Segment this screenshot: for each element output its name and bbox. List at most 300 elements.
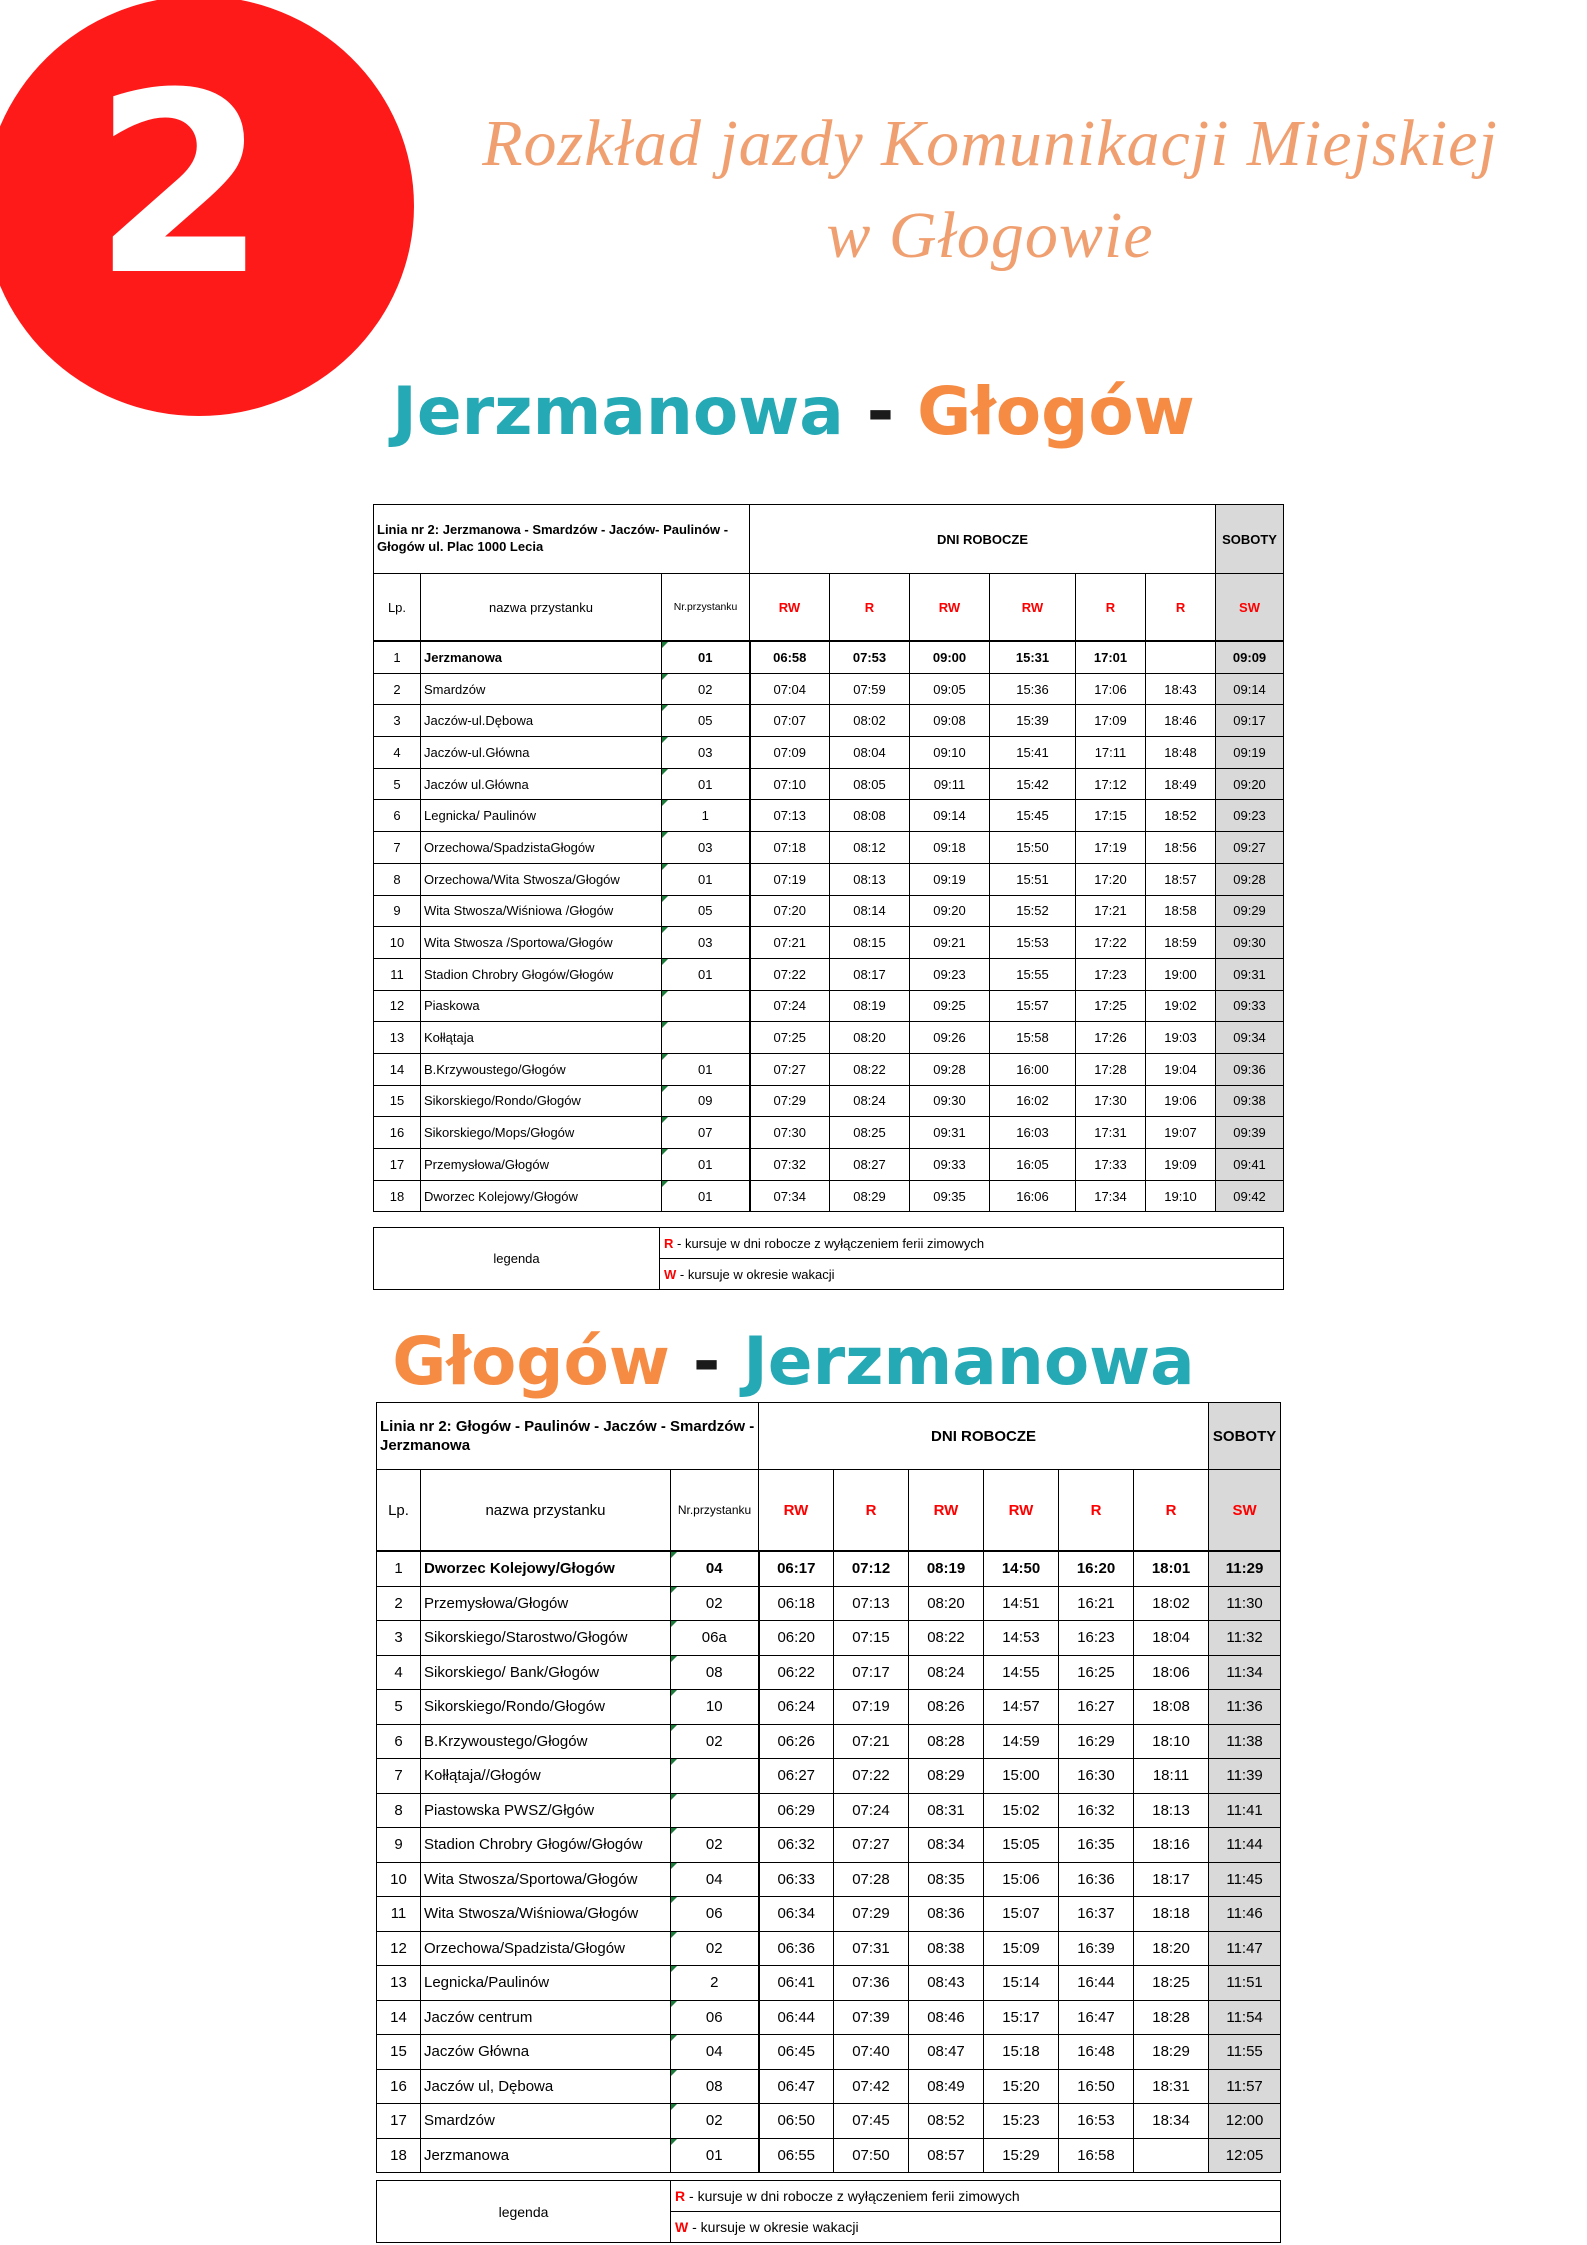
row-time: 14:50 [984, 1551, 1059, 1586]
row-stop-number: 01 [662, 863, 750, 895]
course-code: RW [910, 574, 990, 642]
row-time: 14:59 [984, 1724, 1059, 1759]
row-time: 07:19 [834, 1690, 909, 1725]
row-time: 08:05 [830, 768, 910, 800]
row-time: 08:28 [909, 1724, 984, 1759]
row-time: 09:31 [910, 1117, 990, 1149]
row-stop-number: 02 [671, 1586, 759, 1621]
row-time: 17:20 [1076, 863, 1146, 895]
row-time: 07:13 [750, 800, 830, 832]
row-time: 08:57 [909, 2138, 984, 2173]
row-time: 19:02 [1146, 990, 1216, 1022]
legend-r-key: R [675, 2188, 686, 2204]
row-lp: 11 [374, 958, 421, 990]
row-time: 11:55 [1209, 2035, 1281, 2070]
row-time: 08:43 [909, 1966, 984, 2001]
row-time: 07:18 [750, 832, 830, 864]
course-code: R [1076, 574, 1146, 642]
col-lp-header: Lp. [374, 574, 421, 642]
row-stop-name: Dworzec Kolejowy/Głogów [421, 1551, 671, 1586]
page-title [420, 98, 1560, 282]
row-lp: 15 [377, 2035, 421, 2070]
row-time: 07:24 [750, 990, 830, 1022]
row-time: 07:07 [750, 705, 830, 737]
course-code: R [834, 1470, 909, 1552]
row-time: 16:02 [990, 1085, 1076, 1117]
row-time: 07:21 [750, 927, 830, 959]
row-time: 17:25 [1076, 990, 1146, 1022]
row-stop-name: Jaczów-ul.Dębowa [421, 705, 662, 737]
row-stop-name: Legnicka/Paulinów [421, 1966, 671, 2001]
row-time: 07:50 [834, 2138, 909, 2173]
row-time: 07:31 [834, 1931, 909, 1966]
row-time: 07:36 [834, 1966, 909, 2001]
row-time: 08:27 [830, 1149, 910, 1181]
col-name-header: nazwa przystanku [421, 574, 662, 642]
timetable-jerzmanowa-glogow [373, 504, 1284, 1212]
row-time: 08:20 [830, 1022, 910, 1054]
row-time: 17:33 [1076, 1149, 1146, 1181]
row-time: 11:51 [1209, 1966, 1281, 2001]
row-time: 09:19 [910, 863, 990, 895]
row-stop-number: 01 [662, 1053, 750, 1085]
row-time: 16:23 [1059, 1621, 1134, 1656]
table-row [377, 2069, 1281, 2104]
row-lp: 5 [374, 768, 421, 800]
row-stop-name: Przemysłowa/Głogów [421, 1586, 671, 1621]
course-code: SW [1216, 574, 1284, 642]
row-time: 07:29 [834, 1897, 909, 1932]
row-time: 16:25 [1059, 1655, 1134, 1690]
row-time: 06:36 [759, 1931, 834, 1966]
line-number: 2 [93, 39, 267, 330]
row-time: 08:24 [830, 1085, 910, 1117]
row-time: 08:15 [830, 927, 910, 959]
row-lp: 14 [377, 2000, 421, 2035]
row-time: 06:20 [759, 1621, 834, 1656]
row-time: 18:28 [1134, 2000, 1209, 2035]
table-row [377, 1828, 1281, 1863]
row-time: 11:57 [1209, 2069, 1281, 2104]
row-time: 17:22 [1076, 927, 1146, 959]
row-time: 15:14 [984, 1966, 1059, 2001]
row-time: 11:38 [1209, 1724, 1281, 1759]
row-time: 07:45 [834, 2104, 909, 2139]
table-row [377, 1793, 1281, 1828]
row-time: 18:17 [1134, 1862, 1209, 1897]
row-time: 18:31 [1134, 2069, 1209, 2104]
row-stop-name: Smardzów [421, 673, 662, 705]
row-stop-name: Jaczów ul.Główna [421, 768, 662, 800]
row-time: 15:51 [990, 863, 1076, 895]
row-time: 06:22 [759, 1655, 834, 1690]
row-time: 14:57 [984, 1690, 1059, 1725]
row-time: 18:52 [1146, 800, 1216, 832]
table-row [377, 1655, 1281, 1690]
route-title-jerzmanowa-glogow [0, 372, 1587, 452]
row-time: 19:03 [1146, 1022, 1216, 1054]
row-time: 08:47 [909, 2035, 984, 2070]
row-time: 08:13 [830, 863, 910, 895]
table-row [374, 832, 1284, 864]
saturdays-header: SOBOTY [1216, 505, 1284, 574]
row-time: 08:49 [909, 2069, 984, 2104]
row-time: 07:04 [750, 673, 830, 705]
row-time: 07:12 [834, 1551, 909, 1586]
row-time: 09:05 [910, 673, 990, 705]
row-time: 07:34 [750, 1180, 830, 1212]
row-time: 18:01 [1134, 1551, 1209, 1586]
row-time: 16:48 [1059, 2035, 1134, 2070]
row-time: 09:36 [1216, 1053, 1284, 1085]
row-time: 09:18 [910, 832, 990, 864]
row-time: 17:34 [1076, 1180, 1146, 1212]
row-time: 07:25 [750, 1022, 830, 1054]
row-time: 11:36 [1209, 1690, 1281, 1725]
row-time: 18:10 [1134, 1724, 1209, 1759]
row-time: 12:00 [1209, 2104, 1281, 2139]
row-time: 08:46 [909, 2000, 984, 2035]
table-row [374, 768, 1284, 800]
row-time: 17:31 [1076, 1117, 1146, 1149]
row-time: 08:52 [909, 2104, 984, 2139]
row-time: 15:45 [990, 800, 1076, 832]
row-stop-number: 07 [662, 1117, 750, 1149]
row-stop-name: Orzechowa/SpadzistaGłogów [421, 832, 662, 864]
row-time: 15:50 [990, 832, 1076, 864]
row-stop-name: Sikorskiego/ Bank/Głogów [421, 1655, 671, 1690]
row-time: 08:31 [909, 1793, 984, 1828]
row-time: 19:09 [1146, 1149, 1216, 1181]
row-time: 15:58 [990, 1022, 1076, 1054]
row-lp: 13 [377, 1966, 421, 2001]
row-stop-number: 01 [662, 1149, 750, 1181]
row-stop-name: Kołłątaja [421, 1022, 662, 1054]
row-time: 08:22 [909, 1621, 984, 1656]
row-stop-number: 06 [671, 2000, 759, 2035]
row-stop-name: Przemysłowa/Głogów [421, 1149, 662, 1181]
row-time: 09:41 [1216, 1149, 1284, 1181]
row-time: 15:02 [984, 1793, 1059, 1828]
table-row [377, 1724, 1281, 1759]
row-lp: 2 [374, 673, 421, 705]
row-time: 11:29 [1209, 1551, 1281, 1586]
row-time: 18:08 [1134, 1690, 1209, 1725]
row-time: 07:22 [834, 1759, 909, 1794]
row-time: 17:23 [1076, 958, 1146, 990]
row-time: 09:33 [1216, 990, 1284, 1022]
course-code: R [1059, 1470, 1134, 1552]
table-row [374, 673, 1284, 705]
row-stop-name: Orzechowa/Wita Stwosza/Głogów [421, 863, 662, 895]
row-stop-number: 01 [662, 641, 750, 673]
row-stop-number: 05 [662, 895, 750, 927]
row-time: 06:18 [759, 1586, 834, 1621]
row-time: 09:14 [1216, 673, 1284, 705]
row-time: 18:11 [1134, 1759, 1209, 1794]
legend-label: legenda [377, 2181, 671, 2243]
row-time: 07:27 [834, 1828, 909, 1863]
row-lp: 7 [377, 1759, 421, 1794]
row-stop-number [662, 990, 750, 1022]
row-time: 08:04 [830, 737, 910, 769]
row-stop-name: Stadion Chrobry Głogów/Głogów [421, 1828, 671, 1863]
row-stop-name: Dworzec Kolejowy/Głogów [421, 1180, 662, 1212]
legend-w-text: - kursuje w okresie wakacji [676, 1266, 835, 1282]
row-lp: 5 [377, 1690, 421, 1725]
row-lp: 18 [374, 1180, 421, 1212]
row-time: 08:29 [909, 1759, 984, 1794]
row-time: 08:25 [830, 1117, 910, 1149]
row-stop-number: 08 [671, 1655, 759, 1690]
row-lp: 14 [374, 1053, 421, 1085]
row-time: 18:48 [1146, 737, 1216, 769]
row-time: 09:28 [1216, 863, 1284, 895]
table-row [374, 1053, 1284, 1085]
row-time: 06:34 [759, 1897, 834, 1932]
row-time: 18:34 [1134, 2104, 1209, 2139]
row-time: 16:21 [1059, 1586, 1134, 1621]
row-stop-name: Sikorskiego/Rondo/Głogów [421, 1085, 662, 1117]
row-lp: 8 [374, 863, 421, 895]
row-time: 15:17 [984, 2000, 1059, 2035]
row-time: 16:37 [1059, 1897, 1134, 1932]
table-row [377, 2104, 1281, 2139]
weekdays-header: DNI ROBOCZE [759, 1403, 1209, 1470]
row-time: 08:02 [830, 705, 910, 737]
row-time: 17:09 [1076, 705, 1146, 737]
table-row [374, 1117, 1284, 1149]
row-time: 11:32 [1209, 1621, 1281, 1656]
row-time: 06:33 [759, 1862, 834, 1897]
row-time: 06:47 [759, 2069, 834, 2104]
row-time: 07:15 [834, 1621, 909, 1656]
row-time: 08:22 [830, 1053, 910, 1085]
row-time: 17:15 [1076, 800, 1146, 832]
row-time: 07:30 [750, 1117, 830, 1149]
line-info: Linia nr 2: Głogów - Paulinów - Jaczów - Smardzów - Jerzmanowa [377, 1403, 759, 1470]
row-stop-number: 04 [671, 1862, 759, 1897]
row-time: 07:39 [834, 2000, 909, 2035]
row-lp: 17 [377, 2104, 421, 2139]
row-time: 15:31 [990, 641, 1076, 673]
row-time: 16:50 [1059, 2069, 1134, 2104]
row-time: 14:51 [984, 1586, 1059, 1621]
table-row [374, 927, 1284, 959]
row-stop-name: Piaskowa [421, 990, 662, 1022]
row-time: 08:14 [830, 895, 910, 927]
row-stop-number: 01 [662, 768, 750, 800]
table-row [377, 1759, 1281, 1794]
row-time: 09:39 [1216, 1117, 1284, 1149]
row-time: 09:20 [1216, 768, 1284, 800]
legend-r [671, 2181, 1281, 2212]
table-row [377, 1862, 1281, 1897]
row-time: 07:09 [750, 737, 830, 769]
row-time: 07:32 [750, 1149, 830, 1181]
line-info: Linia nr 2: Jerzmanowa - Smardzów - Jaczów- Paulinów - Głogów ul. Plac 1000 Lecia [374, 505, 750, 574]
route-separator: - [692, 1323, 721, 1400]
page-title-line-1: Rozkład jazdy Komunikacji Miejskiej [482, 107, 1498, 180]
row-time: 17:21 [1076, 895, 1146, 927]
row-stop-name: Kołłątaja//Głogów [421, 1759, 671, 1794]
table-row [374, 737, 1284, 769]
row-lp: 4 [374, 737, 421, 769]
row-time: 17:30 [1076, 1085, 1146, 1117]
row-time: 09:28 [910, 1053, 990, 1085]
row-lp: 15 [374, 1085, 421, 1117]
row-time: 18:06 [1134, 1655, 1209, 1690]
row-lp: 12 [374, 990, 421, 1022]
row-time: 06:50 [759, 2104, 834, 2139]
row-time: 16:53 [1059, 2104, 1134, 2139]
row-time: 07:13 [834, 1586, 909, 1621]
row-time: 09:42 [1216, 1180, 1284, 1212]
row-stop-name: Jerzmanowa [421, 641, 662, 673]
row-stop-name: Piastowska PWSZ/Głgów [421, 1793, 671, 1828]
row-time: 08:34 [909, 1828, 984, 1863]
table-row [374, 990, 1284, 1022]
row-time: 16:00 [990, 1053, 1076, 1085]
row-time: 18:02 [1134, 1586, 1209, 1621]
row-time: 07:10 [750, 768, 830, 800]
row-time: 09:11 [910, 768, 990, 800]
row-stop-number: 1 [662, 800, 750, 832]
row-time: 15:09 [984, 1931, 1059, 1966]
table-row [377, 1586, 1281, 1621]
row-time: 08:19 [830, 990, 910, 1022]
row-time: 15:53 [990, 927, 1076, 959]
row-time: 08:26 [909, 1690, 984, 1725]
table-row [374, 1180, 1284, 1212]
row-time: 16:47 [1059, 2000, 1134, 2035]
row-time: 11:39 [1209, 1759, 1281, 1794]
row-time: 17:28 [1076, 1053, 1146, 1085]
row-time: 09:17 [1216, 705, 1284, 737]
table-row [374, 1022, 1284, 1054]
row-stop-name: Sikorskiego/Mops/Głogów [421, 1117, 662, 1149]
route-from: Jerzmanowa [392, 373, 844, 450]
table-row [374, 1149, 1284, 1181]
row-lp: 16 [374, 1117, 421, 1149]
row-time: 16:05 [990, 1149, 1076, 1181]
row-stop-number: 08 [671, 2069, 759, 2104]
row-stop-number: 01 [662, 958, 750, 990]
row-time: 09:27 [1216, 832, 1284, 864]
row-time: 09:31 [1216, 958, 1284, 990]
row-time: 16:20 [1059, 1551, 1134, 1586]
row-time: 11:45 [1209, 1862, 1281, 1897]
row-lp: 6 [377, 1724, 421, 1759]
row-stop-name: Legnicka/ Paulinów [421, 800, 662, 832]
row-stop-number: 01 [662, 1180, 750, 1212]
legend-r-text: - kursuje w dni robocze z wyłączeniem ferii zimowych [673, 1235, 985, 1251]
row-lp: 9 [377, 1828, 421, 1863]
table-row [377, 1897, 1281, 1932]
row-stop-name: Wita Stwosza /Sportowa/Głogów [421, 927, 662, 959]
row-stop-number: 10 [671, 1690, 759, 1725]
row-stop-number: 09 [662, 1085, 750, 1117]
route-from: Głogów [392, 1323, 670, 1400]
row-stop-number: 02 [662, 673, 750, 705]
row-time: 19:06 [1146, 1085, 1216, 1117]
row-time: 07:53 [830, 641, 910, 673]
row-time: 15:41 [990, 737, 1076, 769]
row-stop-number: 02 [671, 2104, 759, 2139]
course-code: RW [909, 1470, 984, 1552]
row-time: 18:57 [1146, 863, 1216, 895]
row-time: 09:29 [1216, 895, 1284, 927]
row-stop-number: 04 [671, 2035, 759, 2070]
row-lp: 2 [377, 1586, 421, 1621]
row-time [1134, 2138, 1209, 2173]
course-code: R [830, 574, 910, 642]
row-time: 14:53 [984, 1621, 1059, 1656]
row-time: 08:19 [909, 1551, 984, 1586]
row-lp: 16 [377, 2069, 421, 2104]
row-time: 16:29 [1059, 1724, 1134, 1759]
row-time: 09:38 [1216, 1085, 1284, 1117]
table-row [377, 1931, 1281, 1966]
row-lp: 18 [377, 2138, 421, 2173]
row-time: 06:58 [750, 641, 830, 673]
row-time: 16:30 [1059, 1759, 1134, 1794]
row-stop-number: 03 [662, 737, 750, 769]
legend-table-1 [373, 1227, 1284, 1290]
row-stop-name: Jaczów-ul.Główna [421, 737, 662, 769]
row-lp: 1 [374, 641, 421, 673]
row-time: 11:34 [1209, 1655, 1281, 1690]
row-time: 09:21 [910, 927, 990, 959]
row-time: 09:23 [910, 958, 990, 990]
row-time: 15:36 [990, 673, 1076, 705]
table-row [377, 2035, 1281, 2070]
table-row [374, 641, 1284, 673]
row-time: 09:33 [910, 1149, 990, 1181]
row-stop-number: 01 [671, 2138, 759, 2173]
course-code: RW [984, 1470, 1059, 1552]
row-stop-name: Sikorskiego/Rondo/Głogów [421, 1690, 671, 1725]
row-time: 09:34 [1216, 1022, 1284, 1054]
row-time: 09:00 [910, 641, 990, 673]
row-time: 06:29 [759, 1793, 834, 1828]
row-time: 18:46 [1146, 705, 1216, 737]
row-time: 09:30 [1216, 927, 1284, 959]
row-time: 08:17 [830, 958, 910, 990]
row-time: 18:58 [1146, 895, 1216, 927]
row-time: 07:20 [750, 895, 830, 927]
row-time: 09:25 [910, 990, 990, 1022]
row-time: 08:08 [830, 800, 910, 832]
legend-r [660, 1228, 1284, 1259]
row-lp: 12 [377, 1931, 421, 1966]
row-time: 09:08 [910, 705, 990, 737]
row-time [1146, 641, 1216, 673]
row-time: 09:23 [1216, 800, 1284, 832]
row-lp: 3 [377, 1621, 421, 1656]
row-time: 09:26 [910, 1022, 990, 1054]
row-time: 11:46 [1209, 1897, 1281, 1932]
row-stop-name: Sikorskiego/Starostwo/Głogów [421, 1621, 671, 1656]
row-time: 15:42 [990, 768, 1076, 800]
row-time: 19:07 [1146, 1117, 1216, 1149]
row-stop-name: Wita Stwosza/Wiśniowa /Głogów [421, 895, 662, 927]
row-time: 18:29 [1134, 2035, 1209, 2070]
row-time: 06:45 [759, 2035, 834, 2070]
table-row [374, 958, 1284, 990]
row-stop-name: Jaczów Główna [421, 2035, 671, 2070]
legend-w [671, 2212, 1281, 2243]
